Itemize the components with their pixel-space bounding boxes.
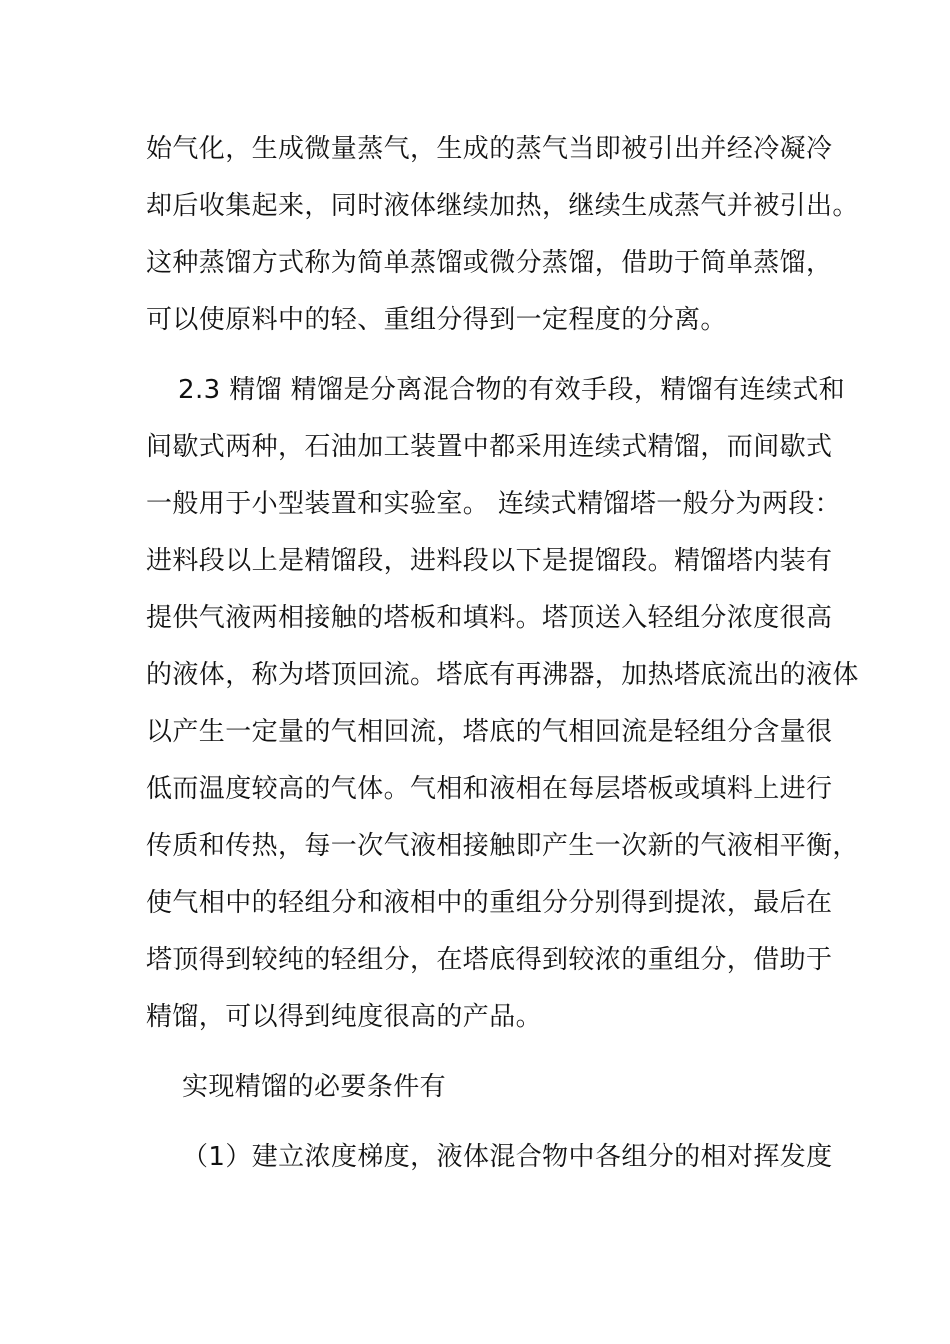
list-item-1: （1）建立浓度梯度，液体混合物中各组分的相对挥发度 [182, 1142, 833, 1172]
paragraph-line: 提供气液两相接触的塔板和填料。塔顶送入轻组分浓度很高 [146, 603, 833, 633]
paragraph-line: 传质和传热，每一次气液相接触即产生一次新的气液相平衡， [146, 831, 859, 861]
section-heading-line: 2.3 精馏 精馏是分离混合物的有效手段，精馏有连续式和 [178, 375, 846, 405]
paragraph-line: 进料段以上是精馏段，进料段以下是提馏段。精馏塔内装有 [146, 546, 833, 576]
paragraph-line: 以产生一定量的气相回流，塔底的气相回流是轻组分含量很 [146, 717, 833, 747]
paragraph-line: 精馏，可以得到纯度很高的产品。 [146, 1002, 543, 1032]
paragraph-line: 间歇式两种，石油加工装置中都采用连续式精馏，而间歇式 [146, 432, 833, 462]
paragraph-line: 始气化，生成微量蒸气，生成的蒸气当即被引出并经冷凝冷 [146, 134, 833, 164]
paragraph-line: 这种蒸馏方式称为简单蒸馏或微分蒸馏，借助于简单蒸馏， [146, 248, 833, 278]
paragraph-line: 低而温度较高的气体。气相和液相在每层塔板或填料上进行 [146, 774, 833, 804]
paragraph-line: 塔顶得到较纯的轻组分，在塔底得到较浓的重组分，借助于 [146, 945, 833, 975]
paragraph-line: 可以使原料中的轻、重组分得到一定程度的分离。 [146, 305, 727, 335]
paragraph-line: 却后收集起来，同时液体继续加热，继续生成蒸气并被引出。 [146, 191, 859, 221]
conditions-heading: 实现精馏的必要条件有 [182, 1072, 447, 1102]
paragraph-line: 使气相中的轻组分和液相中的重组分分别得到提浓，最后在 [146, 888, 833, 918]
paragraph-line: 一般用于小型装置和实验室。 连续式精馏塔一般分为两段： [146, 489, 842, 519]
paragraph-line: 的液体，称为塔顶回流。塔底有再沸器，加热塔底流出的液体 [146, 660, 859, 690]
